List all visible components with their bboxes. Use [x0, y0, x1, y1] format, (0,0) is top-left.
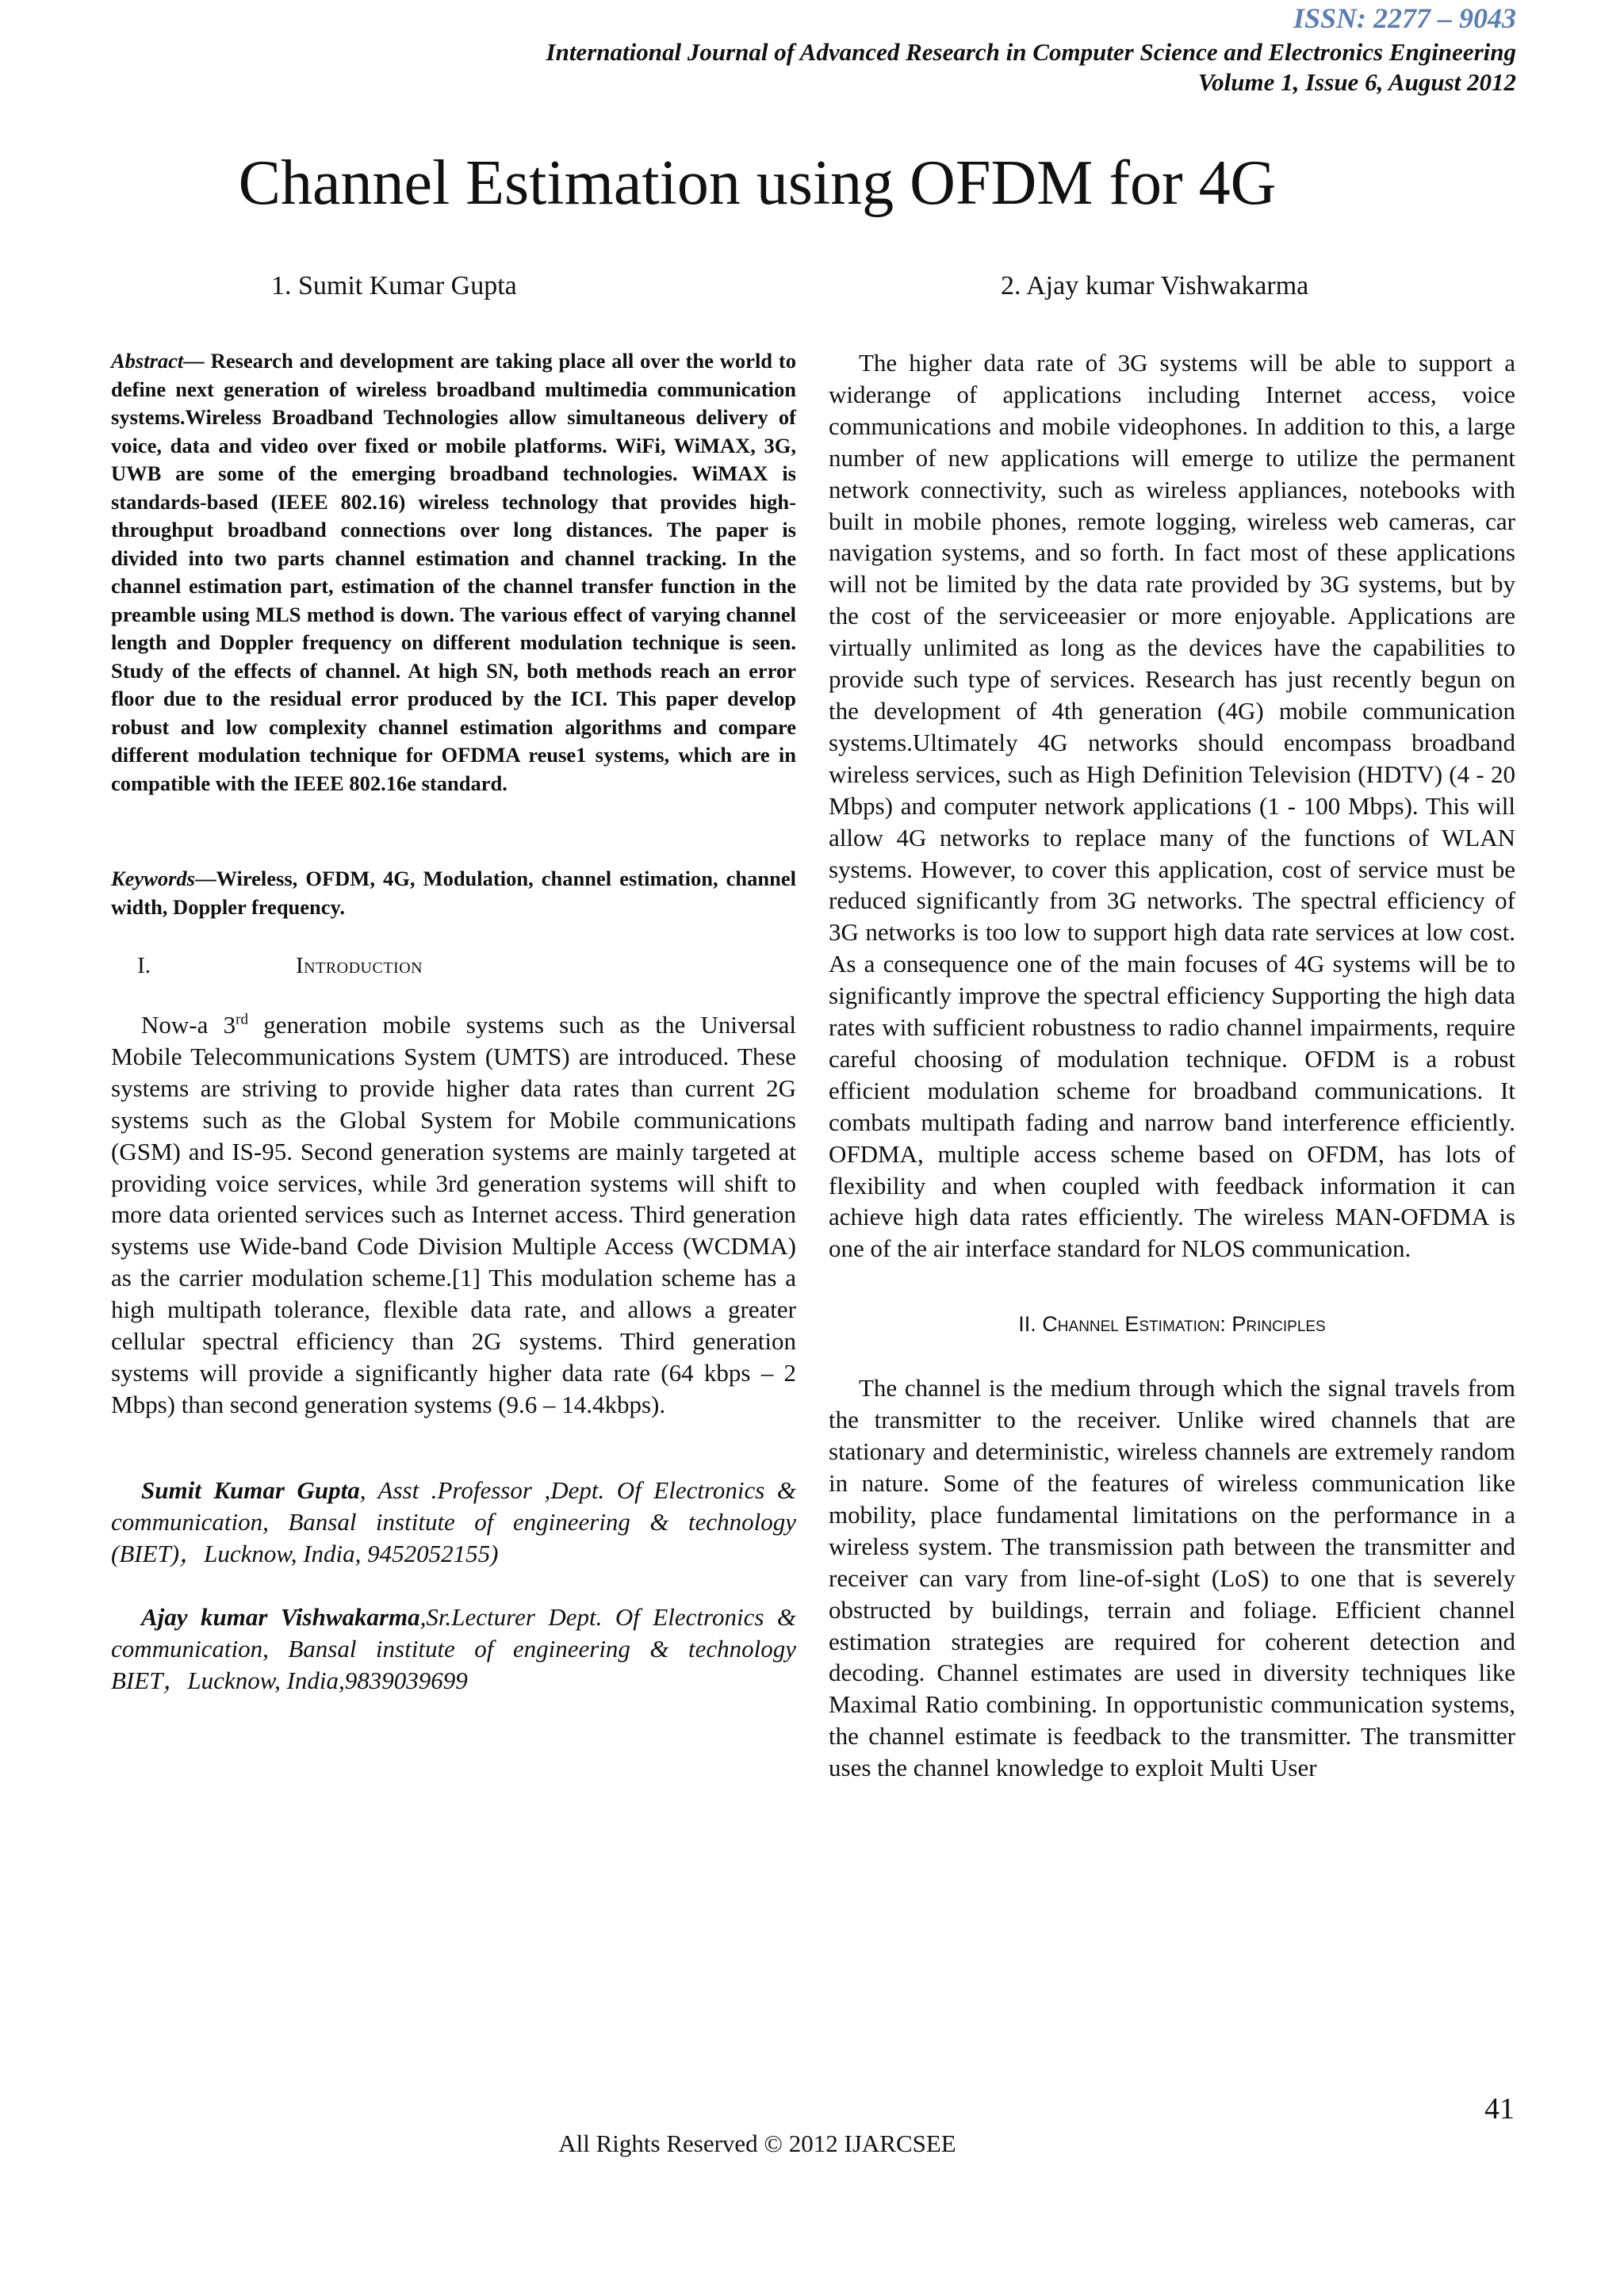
- footer-copyright: All Rights Reserved © 2012 IJARCSEE: [558, 2130, 956, 2157]
- paragraph-3g-4g: The higher data rate of 3G systems will be able to support a widerange of applications including Internet access, voice communications and mobile videophones. In addition to this, a large number of new applications will emerge to utilize the permanent network connectivity, such as wireless appliances, notebooks with built in mobile phones, remote logging, wireless web cameras, car navigation systems, and so forth. In fact most of these applications will not be limited by the data rate provided by 3G systems, but by the cost of the serviceeasier or more enjoyable. Applications are virtually unlimited as long as the devices have the capabilities to provide such type of services. Research has just recently begun on the development of 4th generation (4G) mobile communication systems.Ultimately 4G networks should encompass broadband wireless services, such as High Definition Television (HDTV) (4 - 20 Mbps) and computer network applications (1 - 100 Mbps). This will allow 4G networks to replace many of the functions of WLAN systems. However, to cover this application, cost of service must be reduced significantly from 3G networks. The spectral efficiency of 3G networks is too low to support high data rate services at low cost. As a consequence one of the main focuses of 4G systems will be to significantly improve the spectral efficiency Supporting the high data rates with sufficient robustness to radio channel impairments, require careful choosing of modulation technique. OFDM is a robust efficient modulation scheme for broadband communications. It combats multipath fading and narrow band interference efficiently. OFDMA, multiple access scheme based on OFDM, has lots of flexibility and when coupled with feedback information it can achieve high data rates efficiently. The wireless MAN-OFDMA is one of the air interface standard for NLOS communication.: [829, 349, 1515, 1263]
- bio-2-text: ,Sr.Lecturer Dept. Of Electronics & communication, Bansal institute of engineering & technology BIET，Lucknow, India,9839039699: [111, 1602, 796, 1694]
- intro-superscript: rd: [236, 1011, 248, 1028]
- page-number: 41: [1484, 2092, 1515, 2126]
- volume-issue: Volume 1, Issue 6, August 2012: [1197, 68, 1516, 96]
- paragraph-channel: The channel is the medium through which the signal travels from the transmitter to the receiver. Unlike wired channels that are stationary and deterministic, wireless channels are extremely random in nature. Some of the features of wireless communication like mobility, place fundamental limitations on the performance in a wireless system. The transmission path between the transmitter and receiver can vary from line-of-sight (LoS) to one that is severely obstructed by buildings, terrain and foliage. Efficient channel estimation strategies are required for coherent detection and decoding. Channel estimates are used in diversity techniques like Maximal Ratio combining. In opportunistic communication systems, the channel estimate is feedback to the transmitter. The transmitter uses the channel knowledge to exploit Multi User: [829, 1374, 1515, 1782]
- author-bio-1: [111, 1475, 796, 1570]
- keywords-text: —Wireless, OFDM, 4G, Modulation, channel estimation, channel width, Doppler frequency.: [111, 867, 796, 919]
- abstract: [111, 347, 796, 798]
- section-number: II.: [1018, 1312, 1036, 1337]
- left-column: [111, 347, 796, 1697]
- paper-title: Channel Estimation using OFDM for 4G: [238, 148, 1277, 218]
- intro-text-rest: generation mobile systems such as the Universal Mobile Telecommunications System (UMTS) are introduced. These systems are striving to provide higher data rates than current 2G systems such as the Global System for Mobile communications (GSM) and IS-95. Second generation systems are mainly targeted at providing voice services, while 3rd generation systems will shift to more data oriented services such as Internet access. Third generation systems use Wide-band Code Division Multiple Access (WCDMA) as the carrier modulation scheme.[1] This modulation scheme has a high multipath tolerance, flexible data rate, and allows a greater cellular spectral efficiency than 2G systems. Third generation systems will provide a significantly higher data rate (64 kbps – 2 Mbps) than second generation systems (9.6 – 14.4kbps).: [111, 1011, 797, 1418]
- author-bio-2: [111, 1601, 796, 1697]
- abstract-text: Research and development are taking place all over the world to define next generation of wireless broadband multimedia communication systems.Wireless Broadband Technologies allow simultaneous delivery of voice, data and video over fixed or mobile platforms. WiFi, WiMAX, 3G, UWB are some of the emerging broadband technologies. WiMAX is standards-based (IEEE 802.16) wireless technology that provides high-throughput broadband connections over long distances. The paper is divided into two parts channel estimation and channel tracking. In the channel estimation part, estimation of the channel transfer function in the preamble using MLS method is down. The various effect of varying channel length and Doppler frequency on different modulation technique is seen. Study of the effects of channel. At high SN, both methods reach an error floor due to the residual error produced by the ICI. This paper develop robust and low complexity channel estimation algorithms and compare different modulation technique for OFDMA reuse1 systems, which are in compatible with the IEEE 802.16e standard.: [111, 349, 796, 795]
- journal-name: International Journal of Advanced Research in Computer Science and Electronics Engineering: [546, 38, 1516, 66]
- right-column: [829, 347, 1515, 1784]
- section-title: Channel Estimation: Principles: [1042, 1312, 1326, 1337]
- section-heading-channel-estimation: [829, 1312, 1515, 1337]
- bio-1-text: , Asst .Professor ,Dept. Of Electronics & communication, Bansal institute of engineering & technology (BIET)，Lucknow, India, 9452052155): [111, 1475, 797, 1567]
- author-2: 2. Ajay kumar Vishwakarma: [1001, 271, 1309, 300]
- section-heading-introduction: [111, 953, 796, 979]
- keywords: [111, 865, 796, 921]
- section-title: Introduction: [296, 953, 423, 978]
- bio-2-name: Ajay kumar Vishwakarma: [141, 1602, 420, 1631]
- section-number: I.: [137, 953, 151, 978]
- author-1: 1. Sumit Kumar Gupta: [271, 271, 517, 300]
- abstract-label: Abstract—: [111, 349, 205, 373]
- introduction-paragraph: [111, 1009, 796, 1421]
- bio-1-name: Sumit Kumar Gupta: [141, 1475, 360, 1504]
- keywords-label: Keywords: [111, 867, 195, 890]
- intro-text-start: Now-a 3: [141, 1011, 236, 1039]
- issn-label: ISSN: 2277 – 9043: [1293, 2, 1516, 34]
